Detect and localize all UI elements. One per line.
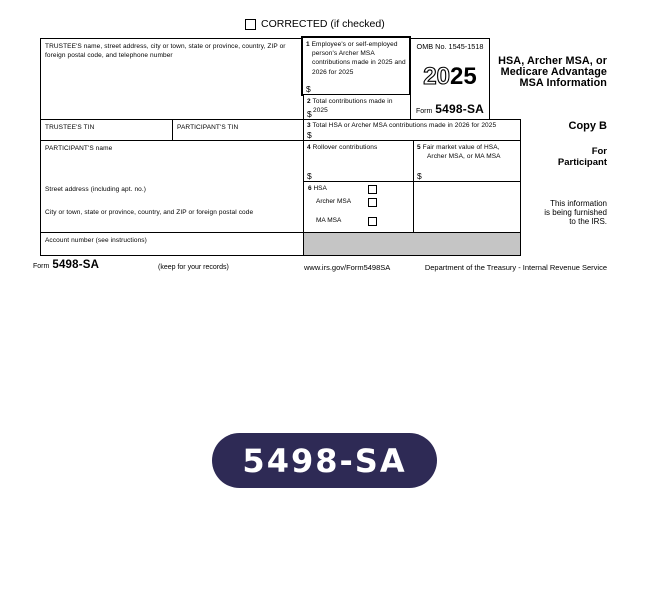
omb-number-label: OMB No. 1545-1518 <box>416 42 484 51</box>
box6-option-archer-msa-label: Archer MSA <box>316 198 352 205</box>
box6-option-hsa-label: 6 HSA <box>308 185 327 192</box>
box2-label: 2 Total contributions made in 2025 <box>307 98 393 115</box>
box1-cell[interactable] <box>301 36 411 96</box>
hsa-checkbox[interactable] <box>368 185 377 194</box>
box6-option-ma-msa-label: MA MSA <box>316 217 342 224</box>
box5-currency: $ <box>417 170 422 181</box>
furnished-to-irs-note: This information is being furnished to the IRS. <box>544 199 607 227</box>
form-title-line: HSA, Archer MSA, or <box>498 55 607 67</box>
box3-cell[interactable] <box>303 119 521 141</box>
archer-msa-checkbox[interactable] <box>368 198 377 207</box>
box1-label: 1 Employee's or self-employed person's Archer MSA contributions made in 2025 and 2026 for 2025 <box>306 41 406 76</box>
form-title-line: Medicare Advantage <box>500 65 607 78</box>
ma-msa-checkbox[interactable] <box>368 217 377 226</box>
corrected-label: CORRECTED (if checked) <box>261 18 385 30</box>
box2-cell[interactable] <box>303 94 411 120</box>
trustee-tin-label: TRUSTEE'S TIN <box>45 124 95 131</box>
participant-name-label: PARTICIPANT'S name <box>45 145 113 152</box>
shaded-cell <box>303 232 521 256</box>
copy-b-label: Copy B <box>568 120 607 132</box>
form-badge-label: 5498-SA <box>242 441 407 480</box>
participant-tin-cell[interactable] <box>172 119 304 141</box>
form-title <box>437 56 607 88</box>
box3-currency: $ <box>307 129 312 140</box>
trustee-info-cell[interactable] <box>40 38 304 120</box>
tax-year-bold-digits: 25 <box>450 62 477 90</box>
city-state-zip-label: City or town, state or province, country, and ZIP or foreign postal code <box>45 209 254 216</box>
for-participant-label: For Participant <box>557 146 607 169</box>
footer-form-number-text: 5498-SA <box>52 259 100 271</box>
form-badge[interactable] <box>212 433 437 488</box>
box2-currency: $ <box>307 108 312 119</box>
footer-form-word: Form <box>33 263 50 270</box>
box1-currency: $ <box>306 83 311 94</box>
participant-info-cell[interactable] <box>40 140 304 233</box>
department-label: Department of the Treasury - Internal Revenue Service <box>424 263 607 272</box>
box4-cell[interactable] <box>303 140 414 182</box>
participant-tin-label: PARTICIPANT'S TIN <box>177 124 239 131</box>
form-number-line <box>416 102 484 116</box>
tax-year-outline-digits: 20 <box>423 62 450 90</box>
box4-label: 4 Rollover contributions <box>307 144 378 151</box>
street-address-label: Street address (including apt. no.) <box>45 186 147 193</box>
irs-url: www.irs.gov/Form5498SA <box>304 263 391 272</box>
form-title-line: MSA Information <box>519 76 607 89</box>
box5-label: 5 Fair market value of HSA, Archer MSA, or MA MSA <box>417 144 501 161</box>
trustee-info-label: TRUSTEE'S name, street address, city or town, state or province, country, ZIP or foreign postal code, and telephone number <box>45 43 286 60</box>
box3-label: 3 Total HSA or Archer MSA contributions made in 2026 for 2025 <box>307 122 497 129</box>
box6-cell <box>303 181 414 234</box>
corrected-checkbox[interactable] <box>245 19 256 30</box>
form-number: 5498-SA <box>435 102 485 116</box>
keep-for-records-label: (keep for your records) <box>158 264 229 271</box>
footer-form-number <box>33 259 99 271</box>
box4-currency: $ <box>307 170 312 181</box>
trustee-tin-cell[interactable] <box>40 119 173 141</box>
form-word: Form <box>415 108 433 115</box>
account-number-label: Account number (see instructions) <box>45 237 147 244</box>
account-number-cell[interactable] <box>40 232 304 256</box>
